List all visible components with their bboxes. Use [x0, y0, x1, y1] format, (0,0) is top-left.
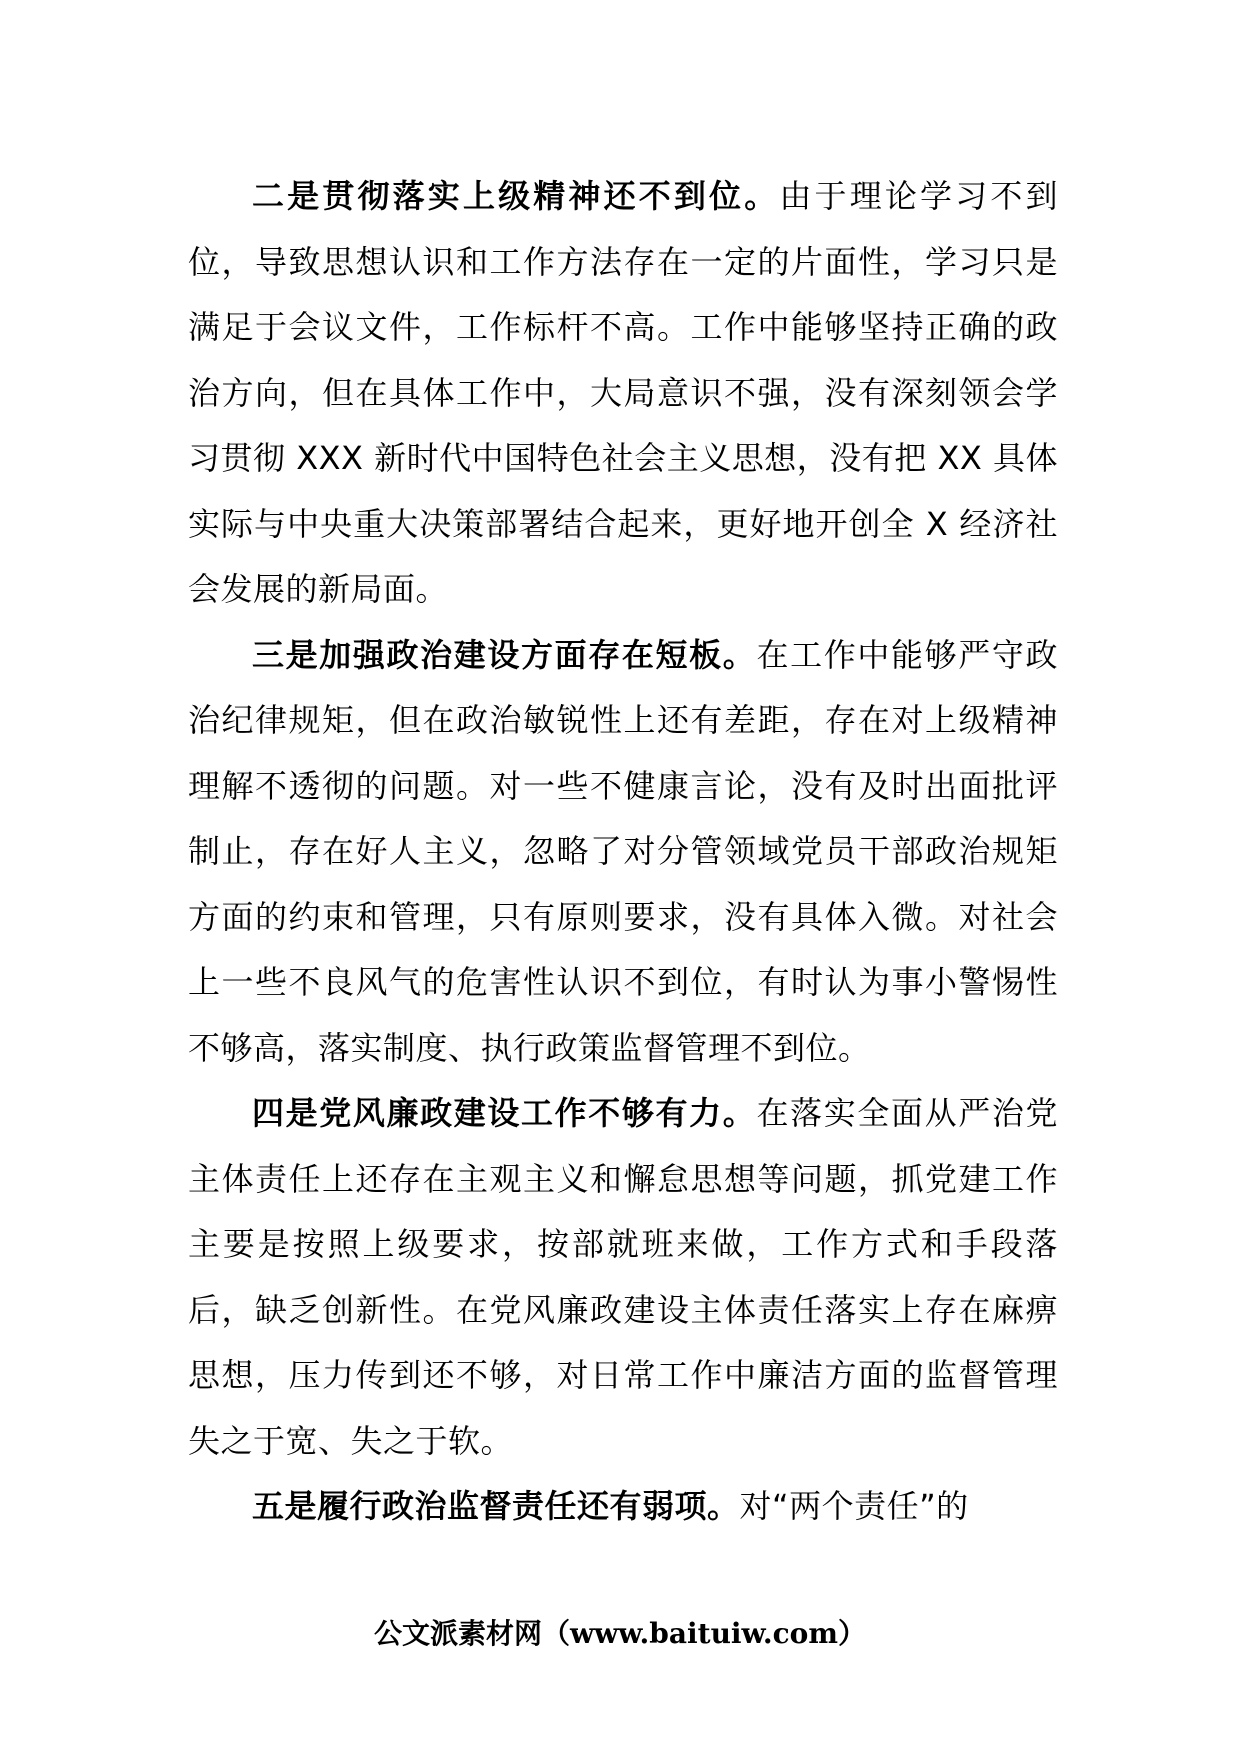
paragraph-text: 由于理论学习不到位，导致思想认识和工作方法存在一定的片面性，学习只是满足于会议文件，工作标杆不高。工作中能够坚持正确的政治方向，但在具体工作中，大局意识不强，没有深刻领会学习贯彻 XXX 新时代中国特色社会主义思想，没有把 XX 具体实际与中央重大决策部署结合起来，更好地开创全 X 经济社会发展的新局面。	[188, 177, 1058, 608]
paragraph-heading: 五是履行政治监督责任还有弱项。	[252, 1487, 740, 1525]
paragraph-heading: 二是贯彻落实上级精神还不到位。	[252, 177, 780, 215]
document-body	[188, 164, 1058, 1540]
page-footer-watermark: 公文派素材网（www.baituiw.com）	[374, 1617, 866, 1650]
paragraph-text: 对“两个责任”的	[739, 1487, 969, 1525]
paragraph-3	[188, 623, 1058, 1082]
paragraph-text: 在工作中能够严守政治纪律规矩，但在政治敏锐性上还有差距，存在对上级精神理解不透彻的问题。对一些不健康言论，没有及时出面批评制止，存在好人主义，忽略了对分管领域党员干部政治规矩方面的约束和管理，只有原则要求，没有具体入微。对社会上一些不良风气的危害性认识不到位，有时认为事小警惕性不够高，落实制度、执行政策监督管理不到位。	[188, 635, 1058, 1067]
paragraph-2	[188, 164, 1058, 623]
paragraph-4	[188, 1081, 1058, 1474]
paragraph-text: 在落实全面从严治党主体责任上还存在主观主义和懈怠思想等问题，抓党建工作主要是按照上级要求，按部就班来做，工作方式和手段落后，缺乏创新性。在党风廉政建设主体责任落实上存在麻痹思想，压力传到还不够，对日常工作中廉洁方面的监督管理失之于宽、失之于软。	[188, 1094, 1058, 1460]
paragraph-5	[188, 1474, 1058, 1540]
paragraph-heading: 三是加强政治建设方面存在短板。	[252, 635, 757, 674]
paragraph-heading: 四是党风廉政建设工作不够有力。	[252, 1094, 757, 1132]
